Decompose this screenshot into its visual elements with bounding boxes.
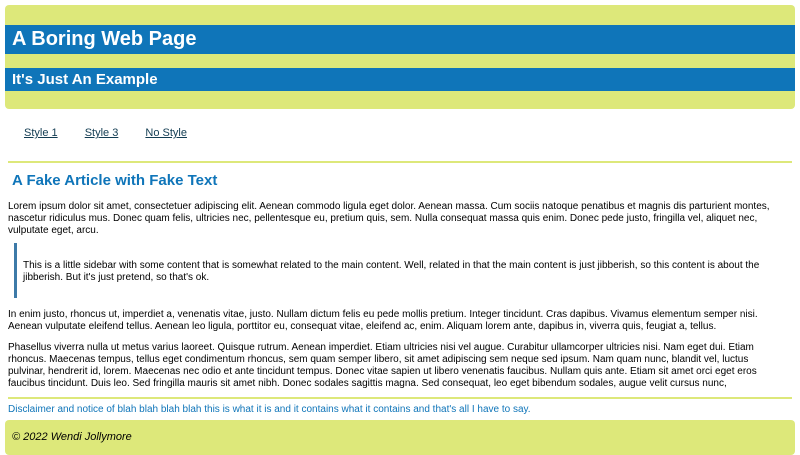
style-nav xyxy=(24,127,211,139)
copyright-text: © 2022 Wendi Jollymore xyxy=(12,431,132,443)
article-paragraph-2: In enim justo, rhoncus ut, imperdiet a, venenatis vitae, justo. Nullam dictum felis eu pede mollis pretium. Integer tincidunt. Cras dapibus. Vivamus elementum semper nisi. Aenean vulputate eleifend tellus. Aenean leo ligula, porttitor eu, consequat vitae, eleifend ac, enim. Aliquam lorem ante, dapibus in, viverra quis, feugiat a, tellus. xyxy=(8,309,758,332)
nav-link-style-1[interactable]: Style 1 xyxy=(24,127,58,139)
divider xyxy=(8,397,792,399)
article-title: A Fake Article with Fake Text xyxy=(12,172,218,189)
disclaimer: Disclaimer and notice of blah blah blah blah this is what it is and it contains what it contains and that's all I have to say. xyxy=(8,404,531,415)
nav-link-no-style[interactable]: No Style xyxy=(145,127,187,139)
page-subtitle: It's Just An Example xyxy=(5,68,795,91)
article-sidebar xyxy=(14,243,774,298)
sidebar-text: This is a little sidebar with some content that is somewhat related to the main content. Well, related in that the main content is just jibberish, so this content is about the jibberish. But it's just pretend, so that's ok. xyxy=(23,260,760,283)
divider xyxy=(8,161,792,163)
article-paragraph-3: Phasellus viverra nulla ut metus varius laoreet. Quisque rutrum. Aenean imperdiet. Etiam ultricies nisi vel augue. Curabitur ullamcorper ultricies nisi. Nam eget dui. Etiam rhoncus. Maecenas tempus, tellus eget condimentum rhoncus, sem quam semper libero, sit amet adipiscing sem neque sed ipsum. Nam quam nunc, blandit vel, luctus pulvinar, hendrerit id, lorem. Maecenas nec odio et ante tincidunt tempus. Donec vitae sapien ut libero venenatis faucibus. Nullam quis ante. Etiam sit amet orci eget eros faucibus tincidunt. Duis leo. Sed fringilla mauris sit amet nibh. Donec sodales sagittis magna. Sed consequat, leo eget bibendum sodales, augue velit cursus nunc, xyxy=(8,342,757,389)
page-header xyxy=(5,5,795,109)
article-paragraph-1: Lorem ipsum dolor sit amet, consectetuer adipiscing elit. Aenean commodo ligula eget dolor. Aenean massa. Cum sociis natoque penatibus et magnis dis parturient montes, nascetur ridiculus mus. Donec quam felis, ultricies nec, pellentesque eu, pretium quis, sem. Nulla consequat massa quis enim. Donec pede justo, fringilla vel, aliquet nec, vulputate eget, arcu. xyxy=(8,201,770,236)
nav-link-style-3[interactable]: Style 3 xyxy=(84,127,119,139)
page-title: A Boring Web Page xyxy=(5,25,795,54)
